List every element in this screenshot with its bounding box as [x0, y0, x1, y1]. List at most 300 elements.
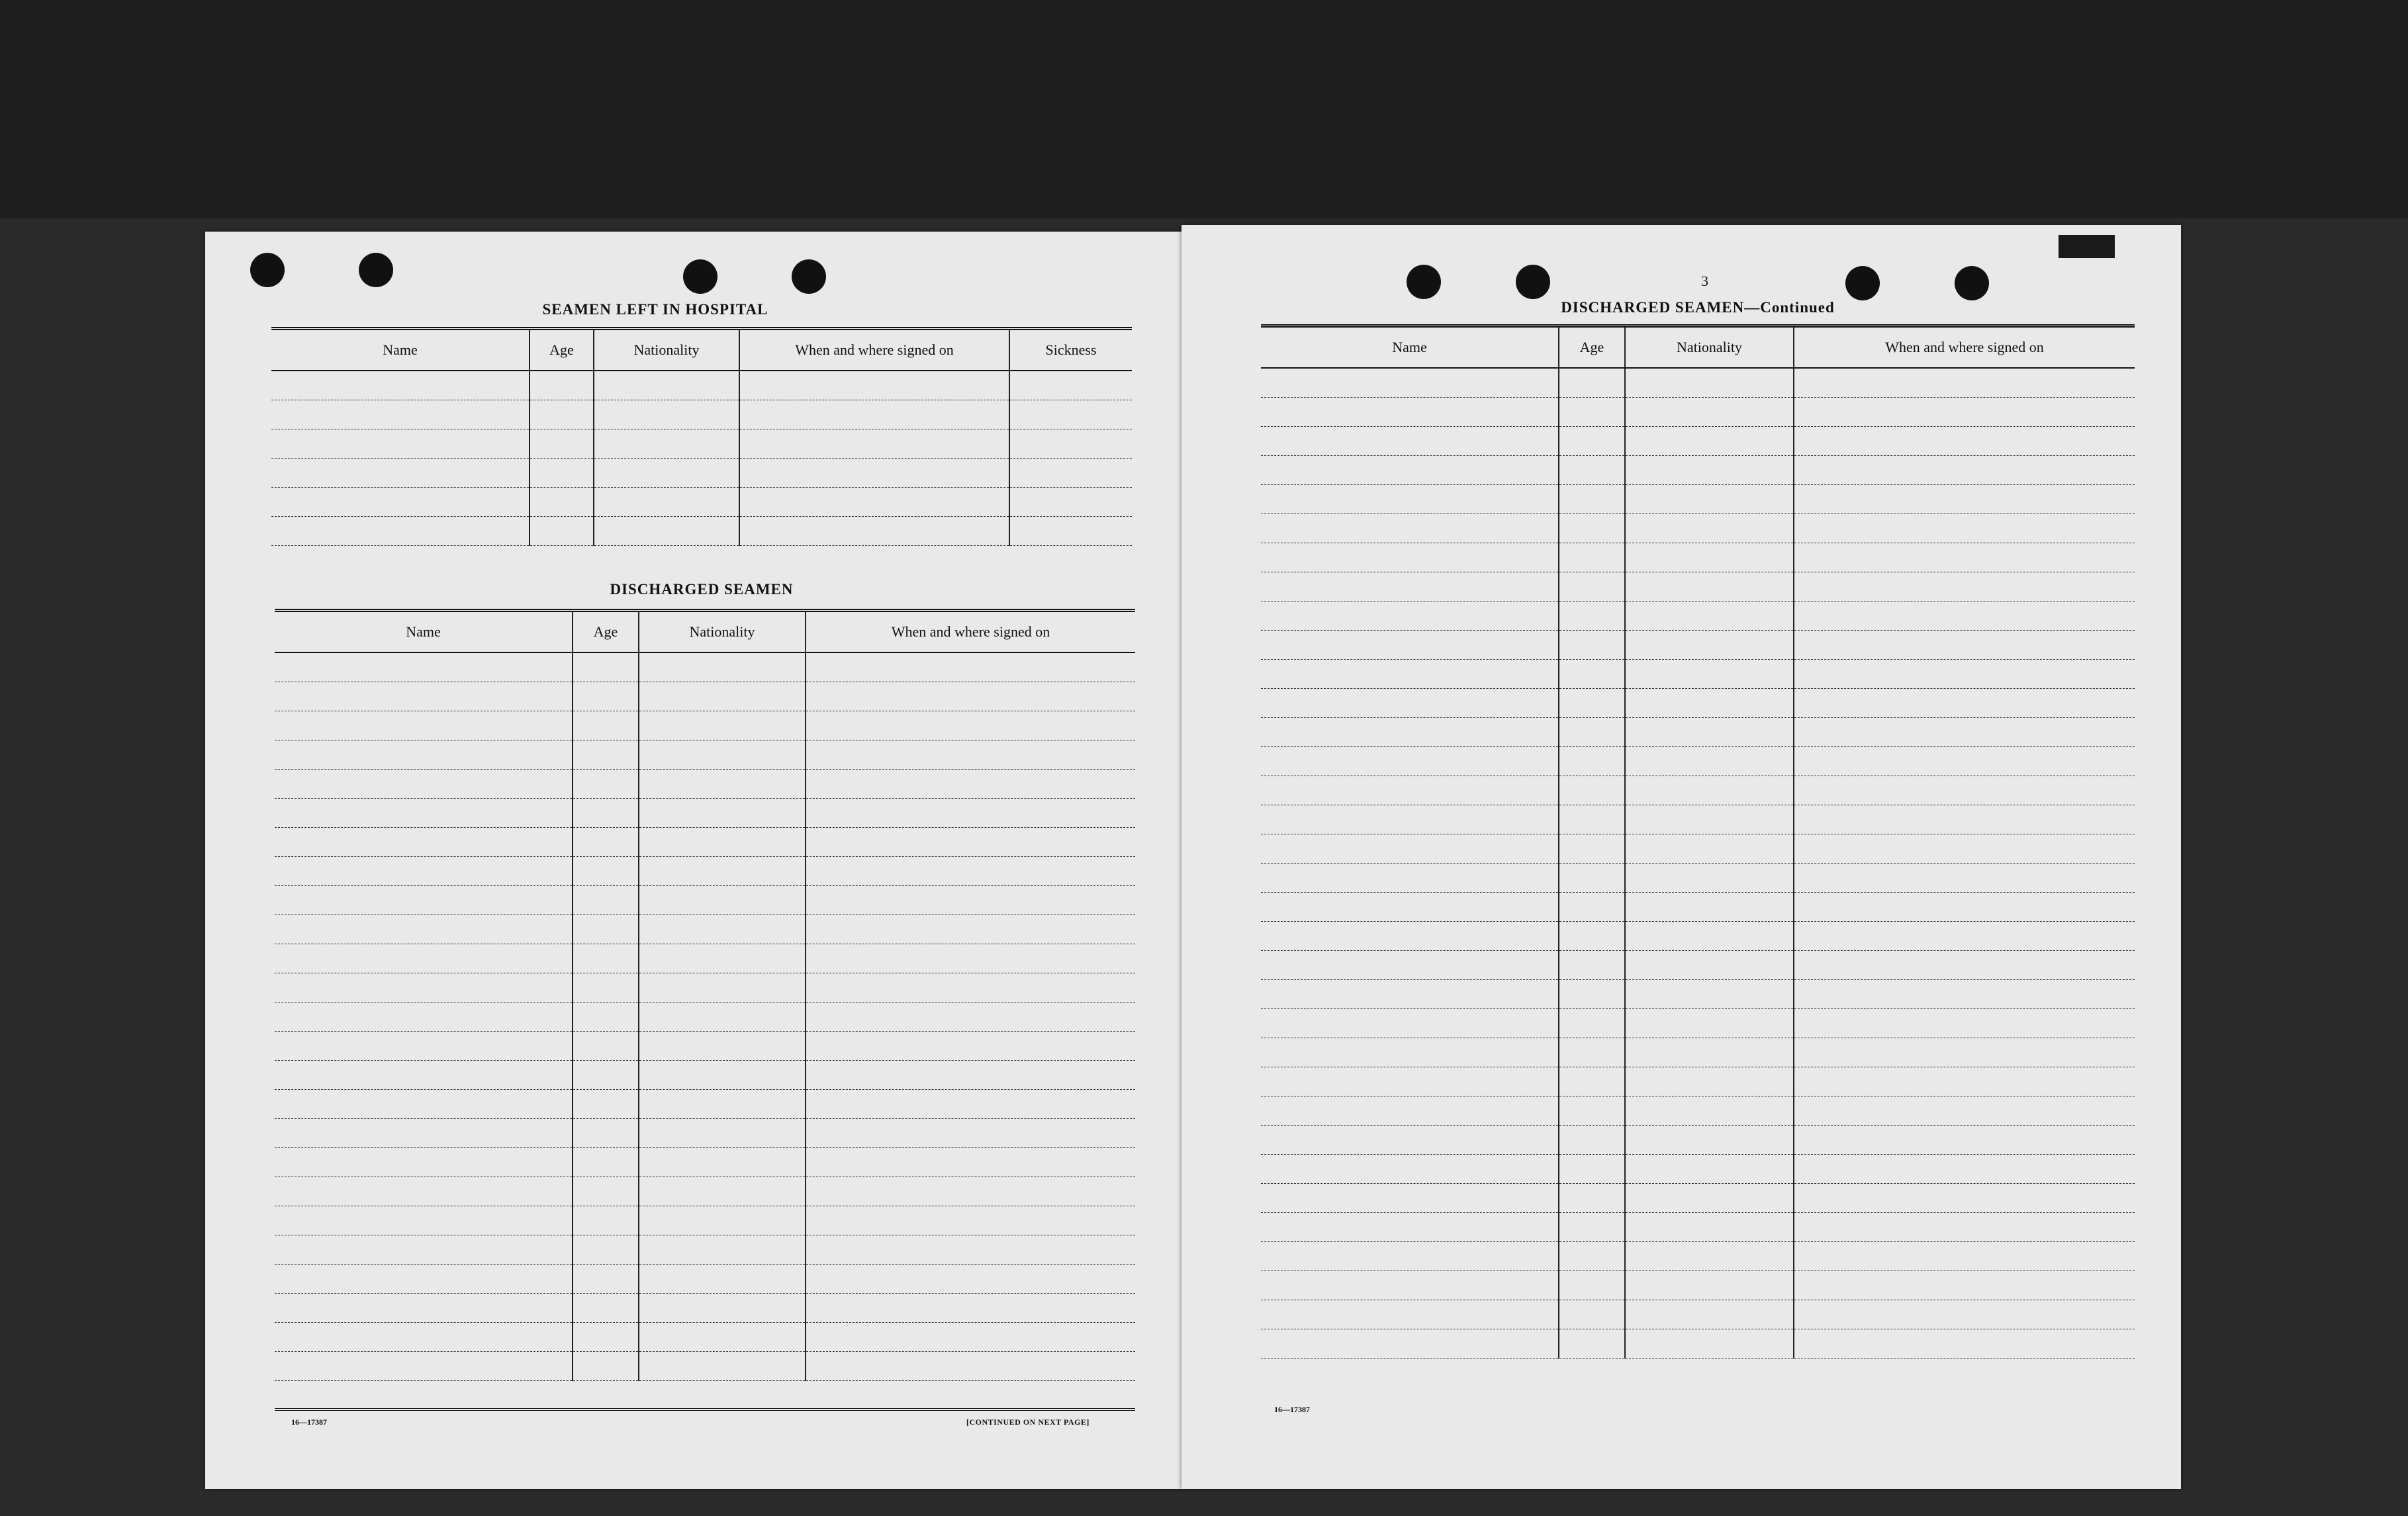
column-header: Name [271, 329, 530, 371]
blank-entry-cell[interactable] [1261, 1300, 1559, 1329]
blank-entry-cell[interactable] [275, 915, 573, 944]
blank-entry-cell[interactable] [1794, 602, 2135, 631]
table-row [275, 1294, 1135, 1323]
blank-entry-cell[interactable] [639, 1265, 806, 1294]
blank-entry-cell[interactable] [1559, 1009, 1625, 1038]
blank-entry-cell[interactable] [271, 517, 530, 546]
blank-entry-cell[interactable] [1794, 1038, 2135, 1067]
blank-entry-cell[interactable] [1625, 1184, 1794, 1213]
blank-entry-cell[interactable] [1261, 1271, 1559, 1300]
blank-entry-cell[interactable] [806, 1090, 1135, 1119]
table-row [275, 1003, 1135, 1032]
blank-entry-cell[interactable] [1625, 893, 1794, 922]
blank-entry-cell[interactable] [275, 740, 573, 770]
blank-entry-cell[interactable] [275, 1323, 573, 1352]
blank-entry-cell[interactable] [594, 429, 739, 459]
blank-entry-cell[interactable] [806, 1265, 1135, 1294]
column-header: Age [1559, 326, 1625, 369]
punch-hole [250, 253, 285, 287]
column-header: Nationality [1625, 326, 1794, 369]
blank-entry-cell[interactable] [806, 740, 1135, 770]
blank-entry-cell[interactable] [275, 770, 573, 799]
blank-entry-cell[interactable] [1559, 1184, 1625, 1213]
blank-entry-cell[interactable] [1559, 1155, 1625, 1184]
blank-entry-cell[interactable] [573, 1090, 639, 1119]
blank-entry-cell[interactable] [573, 1003, 639, 1032]
blank-entry-cell[interactable] [1261, 1038, 1559, 1067]
blank-entry-cell[interactable] [1559, 514, 1625, 543]
bottom-rule [275, 1408, 1135, 1411]
blank-entry-cell[interactable] [1794, 398, 2135, 427]
blank-entry-cell[interactable] [639, 1323, 806, 1352]
blank-entry-cell[interactable] [1261, 805, 1559, 834]
blank-entry-cell[interactable] [806, 915, 1135, 944]
blank-entry-cell[interactable] [573, 1119, 639, 1148]
blank-entry-cell[interactable] [739, 459, 1009, 488]
blank-entry-cell[interactable] [1794, 1242, 2135, 1271]
blank-entry-cell[interactable] [573, 1177, 639, 1206]
blank-entry-cell[interactable] [271, 459, 530, 488]
blank-entry-cell[interactable] [1794, 514, 2135, 543]
blank-entry-cell[interactable] [275, 886, 573, 915]
blank-entry-cell[interactable] [1559, 1096, 1625, 1126]
blank-entry-cell[interactable] [639, 1003, 806, 1032]
blank-entry-cell[interactable] [275, 944, 573, 973]
blank-entry-cell[interactable] [1261, 398, 1559, 427]
blank-entry-cell[interactable] [275, 799, 573, 828]
blank-entry-cell[interactable] [1261, 689, 1559, 718]
blank-entry-cell[interactable] [639, 1032, 806, 1061]
column-header: When and where signed on [806, 611, 1135, 653]
blank-entry-cell[interactable] [1261, 1184, 1559, 1213]
blank-entry-cell[interactable] [275, 973, 573, 1003]
blank-entry-cell[interactable] [1009, 400, 1132, 429]
blank-entry-cell[interactable] [1261, 718, 1559, 747]
blank-entry-cell[interactable] [1559, 1126, 1625, 1155]
blank-entry-cell[interactable] [1559, 456, 1625, 485]
blank-entry-cell[interactable] [1625, 1213, 1794, 1242]
blank-entry-cell[interactable] [275, 828, 573, 857]
blank-entry-cell[interactable] [573, 1206, 639, 1235]
blank-entry-cell[interactable] [1625, 689, 1794, 718]
blank-entry-cell[interactable] [639, 1061, 806, 1090]
blank-entry-cell[interactable] [594, 400, 739, 429]
blank-entry-cell[interactable] [1559, 805, 1625, 834]
blank-entry-cell[interactable] [275, 1148, 573, 1177]
blank-entry-cell[interactable] [1559, 893, 1625, 922]
blank-entry-cell[interactable] [1559, 718, 1625, 747]
blank-entry-cell[interactable] [594, 371, 739, 400]
blank-entry-cell[interactable] [639, 682, 806, 711]
blank-entry-cell[interactable] [573, 1061, 639, 1090]
blank-entry-cell[interactable] [1625, 572, 1794, 602]
blank-entry-cell[interactable] [1261, 631, 1559, 660]
blank-entry-cell[interactable] [1261, 776, 1559, 805]
blank-entry-cell[interactable] [1794, 1213, 2135, 1242]
blank-entry-cell[interactable] [275, 1090, 573, 1119]
blank-entry-cell[interactable] [1261, 1009, 1559, 1038]
blank-entry-cell[interactable] [573, 682, 639, 711]
blank-entry-cell[interactable] [1625, 1242, 1794, 1271]
blank-entry-cell[interactable] [806, 770, 1135, 799]
scanner-background [0, 0, 2408, 218]
blank-entry-cell[interactable] [1559, 951, 1625, 980]
blank-entry-cell[interactable] [806, 711, 1135, 740]
table-row [1261, 1300, 2135, 1329]
blank-entry-cell[interactable] [1559, 543, 1625, 572]
blank-entry-cell[interactable] [1261, 1096, 1559, 1126]
blank-entry-cell[interactable] [1559, 485, 1625, 514]
blank-entry-cell[interactable] [1794, 543, 2135, 572]
blank-entry-cell[interactable] [806, 886, 1135, 915]
blank-entry-cell[interactable] [573, 857, 639, 886]
blank-entry-cell[interactable] [806, 944, 1135, 973]
blank-entry-cell[interactable] [1625, 1009, 1794, 1038]
blank-entry-cell[interactable] [1794, 951, 2135, 980]
blank-entry-cell[interactable] [573, 740, 639, 770]
blank-entry-cell[interactable] [1625, 485, 1794, 514]
blank-entry-cell[interactable] [1559, 660, 1625, 689]
blank-entry-cell[interactable] [573, 1265, 639, 1294]
table-row [1261, 893, 2135, 922]
blank-entry-cell[interactable] [1794, 864, 2135, 893]
blank-entry-cell[interactable] [1559, 1213, 1625, 1242]
blank-entry-cell[interactable] [639, 1294, 806, 1323]
blank-entry-cell[interactable] [594, 459, 739, 488]
blank-entry-cell[interactable] [1559, 368, 1625, 398]
blank-entry-cell[interactable] [1794, 1096, 2135, 1126]
blank-entry-cell[interactable] [1559, 747, 1625, 776]
blank-entry-cell[interactable] [275, 857, 573, 886]
blank-entry-cell[interactable] [806, 1061, 1135, 1090]
blank-entry-cell[interactable] [1625, 1126, 1794, 1155]
blank-entry-cell[interactable] [1625, 1300, 1794, 1329]
blank-entry-cell[interactable] [573, 915, 639, 944]
column-header: Sickness [1009, 329, 1132, 371]
blank-entry-cell[interactable] [1261, 1155, 1559, 1184]
blank-entry-cell[interactable] [1794, 1155, 2135, 1184]
blank-entry-cell[interactable] [1559, 631, 1625, 660]
blank-entry-cell[interactable] [1625, 398, 1794, 427]
blank-entry-cell[interactable] [275, 1061, 573, 1090]
blank-entry-cell[interactable] [530, 459, 594, 488]
blank-entry-cell[interactable] [573, 1148, 639, 1177]
blank-entry-cell[interactable] [739, 517, 1009, 546]
table-row [1261, 427, 2135, 456]
blank-entry-cell[interactable] [573, 1352, 639, 1381]
blank-entry-cell[interactable] [1794, 805, 2135, 834]
blank-entry-cell[interactable] [1009, 371, 1132, 400]
blank-entry-cell[interactable] [1794, 893, 2135, 922]
blank-entry-cell[interactable] [1625, 747, 1794, 776]
blank-entry-cell[interactable] [530, 517, 594, 546]
blank-entry-cell[interactable] [639, 1235, 806, 1265]
blank-entry-cell[interactable] [1625, 834, 1794, 864]
blank-entry-cell[interactable] [1261, 602, 1559, 631]
blank-entry-cell[interactable] [1625, 718, 1794, 747]
blank-entry-cell[interactable] [1261, 514, 1559, 543]
blank-entry-cell[interactable] [639, 1177, 806, 1206]
blank-entry-cell[interactable] [806, 1177, 1135, 1206]
blank-entry-cell[interactable] [639, 915, 806, 944]
blank-entry-cell[interactable] [806, 857, 1135, 886]
blank-entry-cell[interactable] [806, 828, 1135, 857]
blank-entry-cell[interactable] [1625, 980, 1794, 1009]
blank-entry-cell[interactable] [1794, 660, 2135, 689]
table-row [275, 1119, 1135, 1148]
blank-entry-cell[interactable] [1261, 922, 1559, 951]
blank-entry-cell[interactable] [530, 429, 594, 459]
blank-entry-cell[interactable] [806, 1148, 1135, 1177]
blank-entry-cell[interactable] [594, 488, 739, 517]
blank-entry-cell[interactable] [1625, 951, 1794, 980]
blank-entry-cell[interactable] [1261, 1213, 1559, 1242]
table-row [275, 915, 1135, 944]
blank-entry-cell[interactable] [1625, 1271, 1794, 1300]
table-row [275, 682, 1135, 711]
blank-entry-cell[interactable] [275, 1003, 573, 1032]
blank-entry-cell[interactable] [1261, 747, 1559, 776]
blank-entry-cell[interactable] [1625, 1067, 1794, 1096]
blank-entry-cell[interactable] [573, 944, 639, 973]
blank-entry-cell[interactable] [1261, 980, 1559, 1009]
blank-entry-cell[interactable] [271, 429, 530, 459]
blank-entry-cell[interactable] [1261, 572, 1559, 602]
blank-entry-cell[interactable] [275, 652, 573, 682]
blank-entry-cell[interactable] [639, 711, 806, 740]
blank-entry-cell[interactable] [1625, 805, 1794, 834]
blank-entry-cell[interactable] [1794, 1067, 2135, 1096]
blank-entry-cell[interactable] [1261, 1126, 1559, 1155]
table-row [1261, 514, 2135, 543]
blank-entry-cell[interactable] [1261, 543, 1559, 572]
blank-entry-cell[interactable] [1794, 689, 2135, 718]
blank-entry-cell[interactable] [639, 1090, 806, 1119]
blank-entry-cell[interactable] [1625, 1038, 1794, 1067]
blank-entry-cell[interactable] [1009, 517, 1132, 546]
blank-entry-cell[interactable] [1559, 864, 1625, 893]
blank-entry-cell[interactable] [1261, 485, 1559, 514]
blank-entry-cell[interactable] [1559, 689, 1625, 718]
blank-entry-cell[interactable] [573, 711, 639, 740]
blank-entry-cell[interactable] [573, 652, 639, 682]
blank-entry-cell[interactable] [275, 1235, 573, 1265]
blank-entry-cell[interactable] [1559, 1329, 1625, 1359]
blank-entry-cell[interactable] [1794, 1271, 2135, 1300]
blank-entry-cell[interactable] [1794, 1329, 2135, 1359]
blank-entry-cell[interactable] [1794, 1184, 2135, 1213]
blank-entry-cell[interactable] [1794, 1009, 2135, 1038]
blank-entry-cell[interactable] [1794, 572, 2135, 602]
blank-entry-cell[interactable] [1794, 776, 2135, 805]
blank-entry-cell[interactable] [275, 1352, 573, 1381]
hospital-section-title: SEAMEN LEFT IN HOSPITAL [542, 301, 768, 318]
blank-entry-cell[interactable] [275, 1265, 573, 1294]
blank-entry-cell[interactable] [639, 652, 806, 682]
blank-entry-cell[interactable] [275, 1206, 573, 1235]
blank-entry-cell[interactable] [739, 400, 1009, 429]
blank-entry-cell[interactable] [1794, 1126, 2135, 1155]
blank-entry-cell[interactable] [639, 1352, 806, 1381]
blank-entry-cell[interactable] [639, 944, 806, 973]
blank-entry-cell[interactable] [1794, 747, 2135, 776]
blank-entry-cell[interactable] [1261, 368, 1559, 398]
blank-entry-cell[interactable] [530, 488, 594, 517]
blank-entry-cell[interactable] [1559, 980, 1625, 1009]
blank-entry-cell[interactable] [1625, 543, 1794, 572]
blank-entry-cell[interactable] [1261, 456, 1559, 485]
blank-entry-cell[interactable] [1625, 631, 1794, 660]
blank-entry-cell[interactable] [573, 1032, 639, 1061]
blank-entry-cell[interactable] [1559, 572, 1625, 602]
blank-entry-cell[interactable] [1559, 1271, 1625, 1300]
table-row [1261, 543, 2135, 572]
blank-entry-cell[interactable] [1559, 398, 1625, 427]
blank-entry-cell[interactable] [1794, 427, 2135, 456]
blank-entry-cell[interactable] [806, 1032, 1135, 1061]
blank-entry-cell[interactable] [1261, 864, 1559, 893]
table-row [271, 400, 1132, 429]
discharged-table [275, 609, 1135, 1381]
blank-entry-cell[interactable] [1559, 427, 1625, 456]
blank-entry-cell[interactable] [806, 799, 1135, 828]
blank-entry-cell[interactable] [573, 828, 639, 857]
blank-entry-cell[interactable] [573, 1294, 639, 1323]
blank-entry-cell[interactable] [806, 652, 1135, 682]
table-row [275, 1206, 1135, 1235]
blank-entry-cell[interactable] [1559, 1242, 1625, 1271]
blank-entry-cell[interactable] [573, 799, 639, 828]
blank-entry-cell[interactable] [639, 799, 806, 828]
blank-entry-cell[interactable] [806, 1294, 1135, 1323]
blank-entry-cell[interactable] [275, 711, 573, 740]
blank-entry-cell[interactable] [739, 371, 1009, 400]
blank-entry-cell[interactable] [573, 886, 639, 915]
table-row [275, 1148, 1135, 1177]
blank-entry-cell[interactable] [639, 1148, 806, 1177]
blank-entry-cell[interactable] [639, 828, 806, 857]
blank-entry-cell[interactable] [1625, 514, 1794, 543]
blank-entry-cell[interactable] [594, 517, 739, 546]
blank-entry-cell[interactable] [1261, 1329, 1559, 1359]
left-page [205, 232, 1181, 1489]
blank-entry-cell[interactable] [1625, 1096, 1794, 1126]
blank-entry-cell[interactable] [275, 1032, 573, 1061]
blank-entry-cell[interactable] [806, 1323, 1135, 1352]
blank-entry-cell[interactable] [639, 770, 806, 799]
blank-entry-cell[interactable] [806, 1235, 1135, 1265]
blank-entry-cell[interactable] [806, 1003, 1135, 1032]
blank-entry-cell[interactable] [1625, 602, 1794, 631]
blank-entry-cell[interactable] [639, 857, 806, 886]
blank-entry-cell[interactable] [639, 740, 806, 770]
blank-entry-cell[interactable] [639, 1206, 806, 1235]
blank-entry-cell[interactable] [1625, 427, 1794, 456]
blank-entry-cell[interactable] [639, 886, 806, 915]
blank-entry-cell[interactable] [1794, 834, 2135, 864]
blank-entry-cell[interactable] [1261, 1242, 1559, 1271]
table-row [275, 886, 1135, 915]
blank-entry-cell[interactable] [1559, 1038, 1625, 1067]
blank-entry-cell[interactable] [1261, 427, 1559, 456]
blank-entry-cell[interactable] [639, 1119, 806, 1148]
blank-entry-cell[interactable] [1794, 718, 2135, 747]
blank-entry-cell[interactable] [275, 1119, 573, 1148]
blank-entry-cell[interactable] [1794, 368, 2135, 398]
blank-entry-cell[interactable] [1625, 1155, 1794, 1184]
blank-entry-cell[interactable] [530, 400, 594, 429]
blank-entry-cell[interactable] [1261, 1067, 1559, 1096]
blank-entry-cell[interactable] [1625, 660, 1794, 689]
column-header: Nationality [594, 329, 739, 371]
blank-entry-cell[interactable] [806, 973, 1135, 1003]
blank-entry-cell[interactable] [275, 682, 573, 711]
blank-entry-cell[interactable] [1009, 488, 1132, 517]
blank-entry-cell[interactable] [1009, 429, 1132, 459]
blank-entry-cell[interactable] [1009, 459, 1132, 488]
blank-entry-cell[interactable] [1261, 893, 1559, 922]
table-row [275, 1061, 1135, 1090]
blank-entry-cell[interactable] [1794, 1300, 2135, 1329]
blank-entry-cell[interactable] [1794, 631, 2135, 660]
blank-entry-cell[interactable] [1559, 776, 1625, 805]
blank-entry-cell[interactable] [271, 400, 530, 429]
blank-entry-cell[interactable] [1261, 834, 1559, 864]
blank-entry-cell[interactable] [275, 1177, 573, 1206]
table-row [1261, 922, 2135, 951]
table-row [1261, 864, 2135, 893]
blank-entry-cell[interactable] [1625, 776, 1794, 805]
blank-entry-cell[interactable] [739, 488, 1009, 517]
blank-entry-cell[interactable] [573, 1235, 639, 1265]
blank-entry-cell[interactable] [1559, 1300, 1625, 1329]
blank-entry-cell[interactable] [271, 488, 530, 517]
blank-entry-cell[interactable] [1625, 456, 1794, 485]
blank-entry-cell[interactable] [1794, 980, 2135, 1009]
blank-entry-cell[interactable] [806, 1352, 1135, 1381]
blank-entry-cell[interactable] [1794, 485, 2135, 514]
blank-entry-cell[interactable] [573, 973, 639, 1003]
blank-entry-cell[interactable] [1261, 951, 1559, 980]
blank-entry-cell[interactable] [1559, 834, 1625, 864]
blank-entry-cell[interactable] [271, 371, 530, 400]
blank-entry-cell[interactable] [1625, 368, 1794, 398]
footer-code: 16—17387 [291, 1417, 327, 1427]
blank-entry-cell[interactable] [806, 682, 1135, 711]
blank-entry-cell[interactable] [573, 770, 639, 799]
page-tab [2059, 235, 2115, 258]
blank-entry-cell[interactable] [1794, 922, 2135, 951]
table-row [1261, 747, 2135, 776]
blank-entry-cell[interactable] [1559, 602, 1625, 631]
blank-entry-cell[interactable] [275, 1294, 573, 1323]
blank-entry-cell[interactable] [573, 1323, 639, 1352]
blank-entry-cell[interactable] [1625, 864, 1794, 893]
blank-entry-cell[interactable] [530, 371, 594, 400]
blank-entry-cell[interactable] [1625, 1329, 1794, 1359]
blank-entry-cell[interactable] [806, 1206, 1135, 1235]
blank-entry-cell[interactable] [739, 429, 1009, 459]
blank-entry-cell[interactable] [1625, 922, 1794, 951]
blank-entry-cell[interactable] [639, 973, 806, 1003]
blank-entry-cell[interactable] [1559, 1067, 1625, 1096]
column-header: When and where signed on [739, 329, 1009, 371]
blank-entry-cell[interactable] [806, 1119, 1135, 1148]
blank-entry-cell[interactable] [1559, 922, 1625, 951]
column-header: Age [530, 329, 594, 371]
blank-entry-cell[interactable] [1794, 456, 2135, 485]
blank-entry-cell[interactable] [1261, 660, 1559, 689]
